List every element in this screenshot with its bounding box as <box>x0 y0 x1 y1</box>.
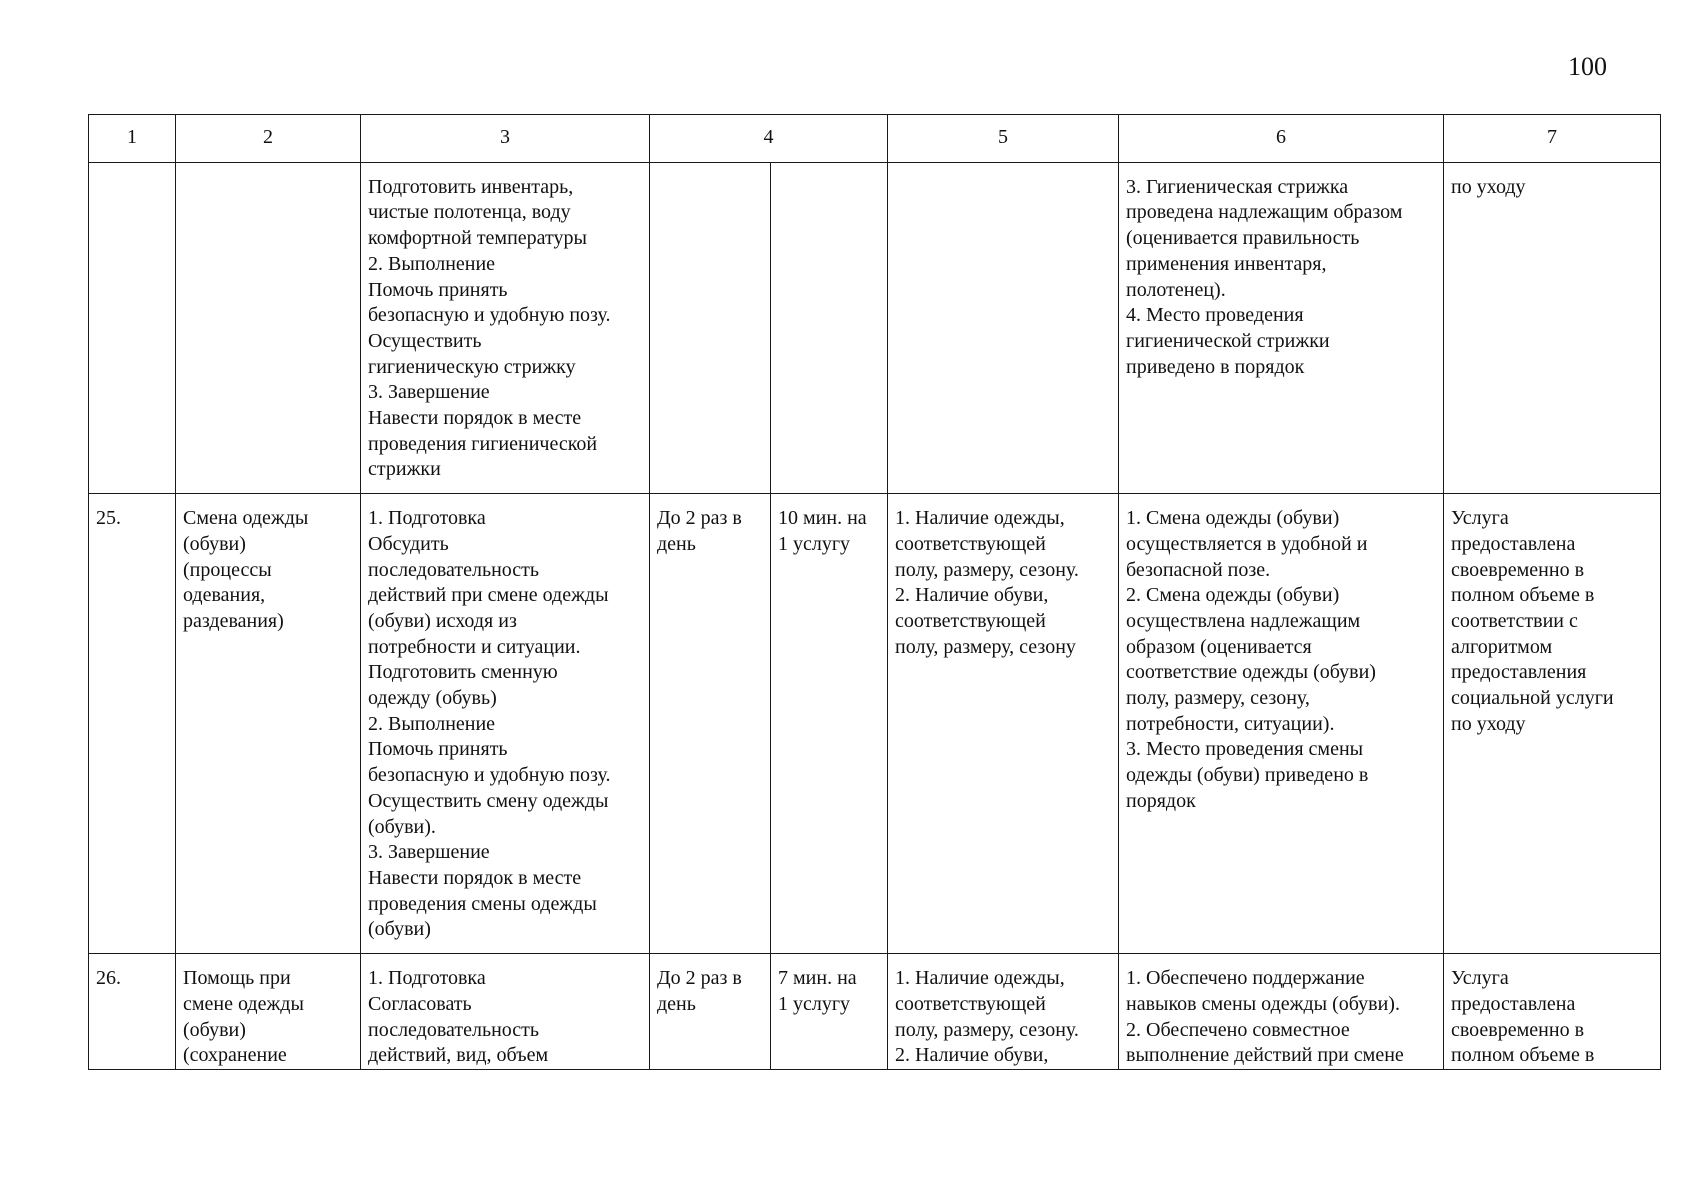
cell-service-content <box>361 954 650 1070</box>
column-header-1: 1 <box>89 115 176 163</box>
column-header-7: 7 <box>1444 115 1661 163</box>
cell-service-name-text: Помощь при смене одежды (обуви) (сохранение <box>183 967 304 1067</box>
cell-number-text: 26. <box>96 967 121 990</box>
cell-time-norm-text: 10 мин. на 1 услугу <box>778 507 867 555</box>
service-standards-table <box>88 114 1661 1070</box>
column-header-3: 3 <box>361 115 650 163</box>
cell-service-content-text: 1. Подготовка Обсудить последовательность действий при смене одежды (обуви) исходя из потребности и ситуации. Подготовить сменную одежду (обувь) 2. Выполнение Помочь принять безопасную и удобную позу. Осуществить смену одежды (обуви). 3. Завершение Навести порядок в месте проведения смены одежды (обуви) <box>368 507 611 941</box>
cell-service-name <box>176 954 361 1070</box>
cell-result-text: Услуга предоставлена своевременно в полном объеме в <box>1451 967 1595 1067</box>
column-header-2: 2 <box>176 115 361 163</box>
cell-result-text: Услуга предоставлена своевременно в полном объеме в соответствии с алгоритмом предоставления социальной услуги по уходу <box>1451 507 1614 735</box>
cell-frequency-text: До 2 раз в день <box>657 507 742 555</box>
cell-frequency-text: До 2 раз в день <box>657 967 742 1015</box>
cell-frequency <box>650 162 771 493</box>
page-number: 100 <box>1568 52 1607 81</box>
cell-service-name-text: Смена одежды (обуви) (процессы одевания, раздевания) <box>183 507 309 632</box>
cell-number <box>89 494 176 954</box>
cell-indicators <box>888 954 1119 1070</box>
cell-service-content-text: Подготовить инвентарь, чистые полотенца, воду комфортной температуры 2. Выполнение Помочь принять безопасную и удобную позу. Осуществить гигиеническую стрижку 3. Завершение Навести порядок в месте проведения гигиенической стрижки <box>368 175 611 481</box>
cell-number <box>89 954 176 1070</box>
cell-time-norm <box>771 162 888 493</box>
cell-frequency <box>650 954 771 1070</box>
cell-service-name <box>176 162 361 493</box>
cell-indicators-text: 1. Наличие одежды, соответствующей полу, размеру, сезону. 2. Наличие обуви, <box>895 967 1079 1067</box>
cell-result-text: по уходу <box>1451 175 1526 198</box>
cell-indicators <box>888 162 1119 493</box>
table-row-26 <box>89 954 1661 1070</box>
cell-quality-criteria-text: 1. Обеспечено поддержание навыков смены одежды (обуви). 2. Обеспечено совместное выполнение действий при смене <box>1126 967 1404 1067</box>
cell-quality-criteria <box>1119 954 1444 1070</box>
cell-number <box>89 162 176 493</box>
column-number-header-row <box>89 115 1661 163</box>
cell-result <box>1444 954 1661 1070</box>
cell-time-norm-text: 7 мин. на 1 услугу <box>778 967 857 1015</box>
cell-service-content <box>361 494 650 954</box>
cell-quality-criteria-text: 1. Смена одежды (обуви) осуществляется в удобной и безопасной позе. 2. Смена одежды (обуви) осуществлена надлежащим образом (оценивается соответствие одежды (обуви) полу, размеру, сезону, потребности, ситуации). 3. Место проведения смены одежды (обуви) приведено в порядок <box>1126 507 1376 812</box>
cell-time-norm <box>771 494 888 954</box>
table-row-continuation <box>89 162 1661 493</box>
cell-quality-criteria <box>1119 494 1444 954</box>
cell-frequency <box>650 494 771 954</box>
column-header-4: 4 <box>650 115 888 163</box>
cell-indicators <box>888 494 1119 954</box>
cell-result <box>1444 494 1661 954</box>
cell-quality-criteria <box>1119 162 1444 493</box>
cell-number-text: 25. <box>96 507 121 530</box>
cell-service-content-text: 1. Подготовка Согласовать последовательность действий, вид, объем <box>368 967 549 1067</box>
cell-indicators-text: 1. Наличие одежды, соответствующей полу, размеру, сезону. 2. Наличие обуви, соответствующей полу, размеру, сезону <box>895 507 1079 658</box>
cell-quality-criteria-text: 3. Гигиеническая стрижка проведена надлежащим образом (оценивается правильность применения инвентаря, полотенец). 4. Место проведения гигиенической стрижки приведено в порядок <box>1126 175 1403 378</box>
cell-service-content <box>361 162 650 493</box>
table-row-25 <box>89 494 1661 954</box>
cell-service-name <box>176 494 361 954</box>
cell-time-norm <box>771 954 888 1070</box>
column-header-5: 5 <box>888 115 1119 163</box>
column-header-6: 6 <box>1119 115 1444 163</box>
cell-result <box>1444 162 1661 493</box>
